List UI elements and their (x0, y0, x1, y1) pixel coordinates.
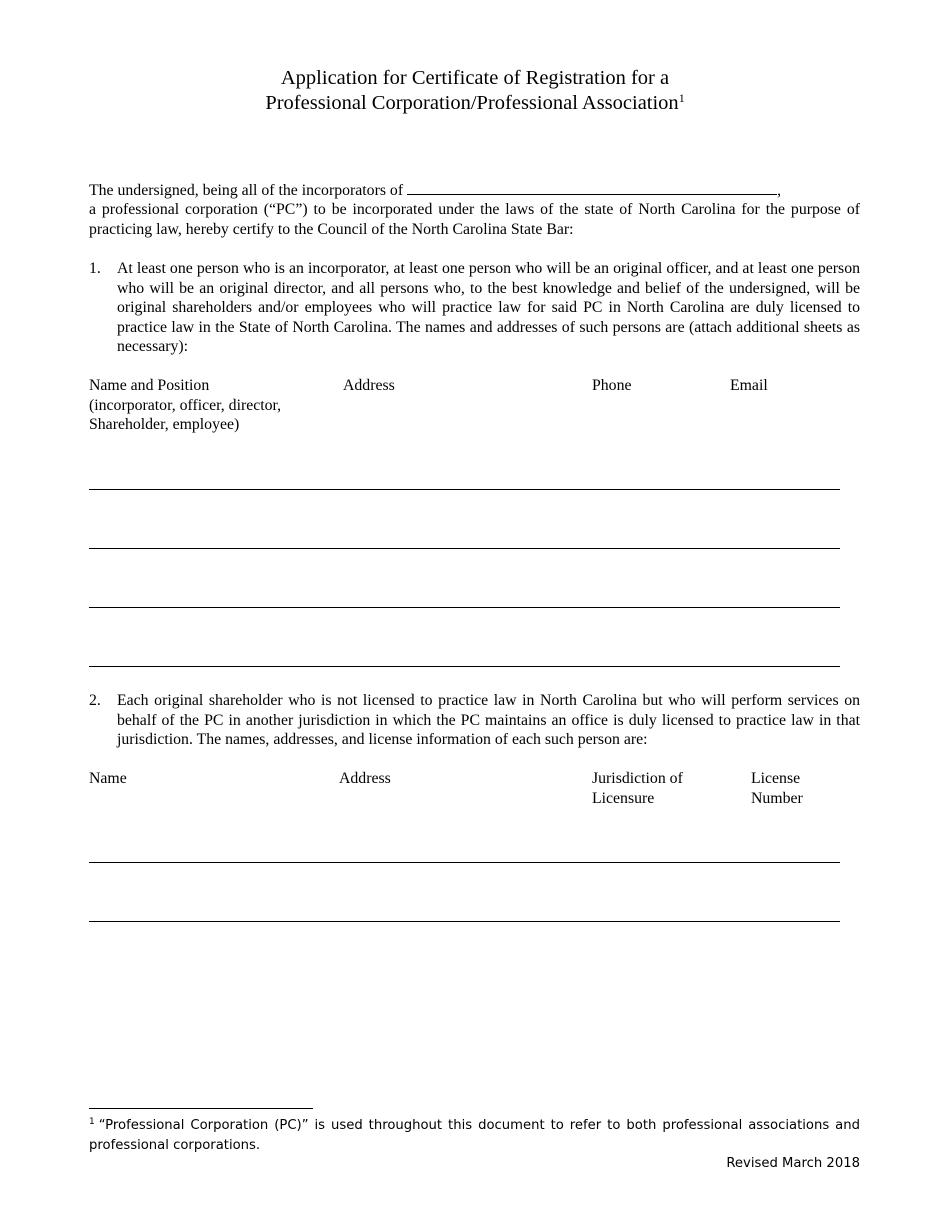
col-address: Address (343, 377, 395, 394)
revision-date: Revised March 2018 (726, 1156, 860, 1171)
document-title (0, 66, 950, 116)
col-email: Email (730, 377, 768, 394)
title-footnote-ref: 1 (678, 91, 685, 105)
footnote-separator (89, 1108, 313, 1109)
intro-suffix: , (777, 182, 782, 199)
corporation-name-blank[interactable] (407, 180, 777, 195)
item-2-entry-line[interactable] (89, 921, 840, 922)
title-line-1: Application for Certificate of Registration for a (280, 67, 670, 89)
item-1-number: 1. (89, 260, 101, 277)
item-1-entry-line[interactable] (89, 489, 840, 490)
item-1-entry-line[interactable] (89, 666, 840, 667)
col-phone: Phone (592, 377, 632, 394)
item-1-entry-line[interactable] (89, 607, 840, 608)
footnote-text: “Professional Corporation (PC)” is used throughout this document to refer to both professional associations and professional corporations. (89, 1118, 860, 1153)
item-1-text: At least one person who is an incorporator, at least one person who will be an original officer, and at least one person who will be an original director, and all persons who, to the best knowledge and belief of the undersigned, will be original shareholders and/or employees who will practice law for said PC in North Carolina are duly licensed to practice law in the State of North Carolina. The names and addresses of such persons are (attach additional sheets as necessary): (117, 260, 860, 356)
footnote-marker: 1 (89, 1117, 95, 1127)
intro-paragraph: a professional corporation (“PC”) to be incorporated under the laws of the state of North Carolina for the purpose of practicing law, hereby certify to the Council of the North Carolina State Bar: (89, 201, 860, 238)
footnote (89, 1116, 860, 1155)
col-license-number: License Number (751, 770, 803, 807)
col-address-2: Address (339, 770, 391, 787)
title-line-2: Professional Corporation/Professional Association$^1$ (265, 91, 685, 114)
col-name: Name (89, 770, 127, 787)
item-2-text: Each original shareholder who is not licensed to practice law in North Carolina but who will perform services on behalf of the PC in another jurisdiction in which the PC maintains an office is duly licensed to practice law in that jurisdiction. The names, addresses, and license information of each such person are: (117, 692, 860, 749)
item-2-entry-line[interactable] (89, 862, 840, 863)
intro-first-line (89, 180, 860, 201)
col-jurisdiction: Jurisdiction of Licensure (592, 770, 683, 807)
intro-prefix: The undersigned, being all of the incorporators of (89, 182, 404, 199)
col-name-position: Name and Position (incorporator, officer, director, Shareholder, employee) (89, 377, 282, 434)
item-1-entry-line[interactable] (89, 548, 840, 549)
item-2-number: 2. (89, 692, 101, 709)
